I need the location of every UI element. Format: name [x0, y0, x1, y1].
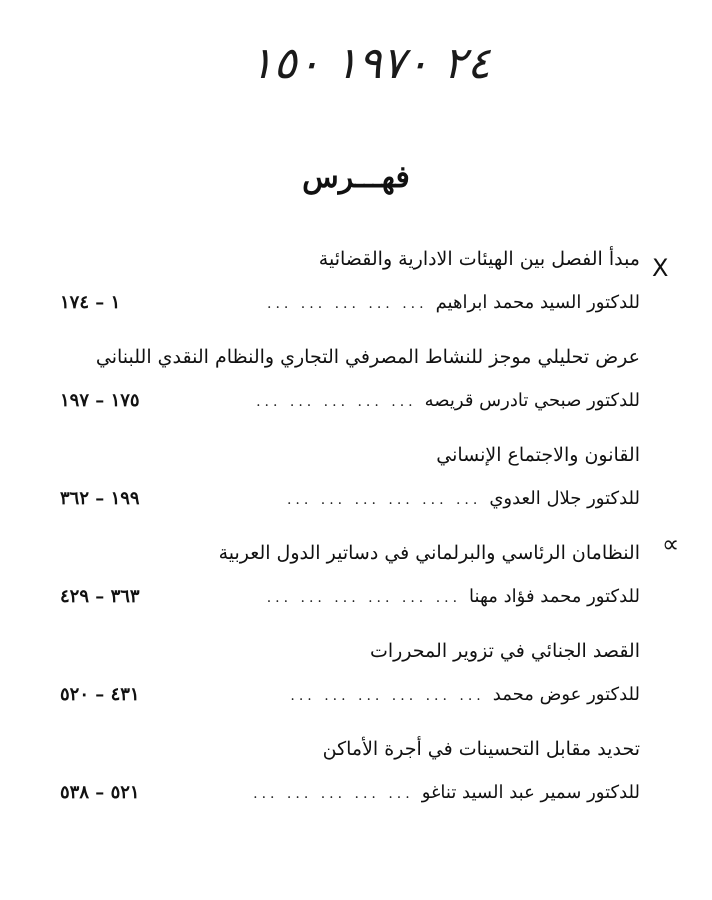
handwritten-note [140, 28, 600, 98]
toc-entry [60, 534, 640, 632]
entry-title: القانون والاجتماع الإنساني [436, 444, 640, 466]
entry-author-line [60, 292, 640, 313]
entry-author-line [60, 390, 640, 411]
entry-pages: ١ – ١٧٤ [60, 292, 121, 313]
page-title: فهـــرس [302, 160, 410, 195]
leader-dots: ... ... ... ... ... ... [286, 492, 482, 508]
toc-entry [60, 240, 640, 338]
entry-author: للدكتور السيد محمد ابراهيم [435, 292, 640, 313]
entry-title: النظامان الرئاسي والبرلماني في دساتير الدول العربية [218, 542, 640, 564]
entry-pages: ١٧٥ – ١٩٧ [60, 390, 140, 411]
leader-dots: ... ... ... ... ... [256, 394, 417, 410]
entry-title: تحديد مقابل التحسينات في أجرة الأماكن [322, 738, 640, 760]
entry-author: للدكتور محمد فؤاد مهنا [469, 586, 640, 607]
entry-author-line [60, 586, 640, 607]
entry-author-line [60, 684, 640, 705]
entry-author-line [60, 782, 640, 803]
leader-dots: ... ... ... ... ... ... [266, 590, 462, 606]
leader-dots: ... ... ... ... ... [253, 786, 414, 802]
entry-title: مبدأ الفصل بين الهيئات الادارية والقضائية [318, 248, 640, 270]
check-mark-icon: ∝ [662, 530, 680, 558]
entry-pages: ٤٣١ – ٥٢٠ [60, 684, 140, 705]
handwritten-note-drawing [140, 28, 600, 98]
entry-author: للدكتور سمير عبد السيد تناغو [421, 782, 640, 803]
entry-author: للدكتور جلال العدوي [489, 488, 640, 509]
entry-title: عرض تحليلي موجز للنشاط المصرفي التجاري والنظام النقدي اللبناني [95, 346, 640, 368]
entry-pages: ٥٢١ – ٥٣٨ [60, 782, 140, 803]
leader-dots: ... ... ... ... ... [267, 296, 428, 312]
leader-dots: ... ... ... ... ... ... [290, 688, 485, 704]
toc-entry [60, 436, 640, 534]
table-of-contents [60, 240, 640, 828]
handwritten-note-text: ٢٤ ١٩٧٠ ١٥٠ [249, 38, 491, 89]
toc-entry [60, 632, 640, 730]
entry-author: للدكتور صبحي تادرس قريصه [424, 390, 640, 411]
entry-title: القصد الجنائي في تزوير المحررات [369, 640, 640, 662]
toc-entry [60, 338, 640, 436]
entry-author-line [60, 488, 640, 509]
toc-entry [60, 730, 640, 828]
entry-pages: ١٩٩ – ٣٦٢ [60, 488, 140, 509]
entry-author: للدكتور عوض محمد [492, 684, 640, 705]
entry-pages: ٣٦٣ – ٤٢٩ [60, 586, 140, 607]
check-mark-icon: X [652, 254, 669, 282]
